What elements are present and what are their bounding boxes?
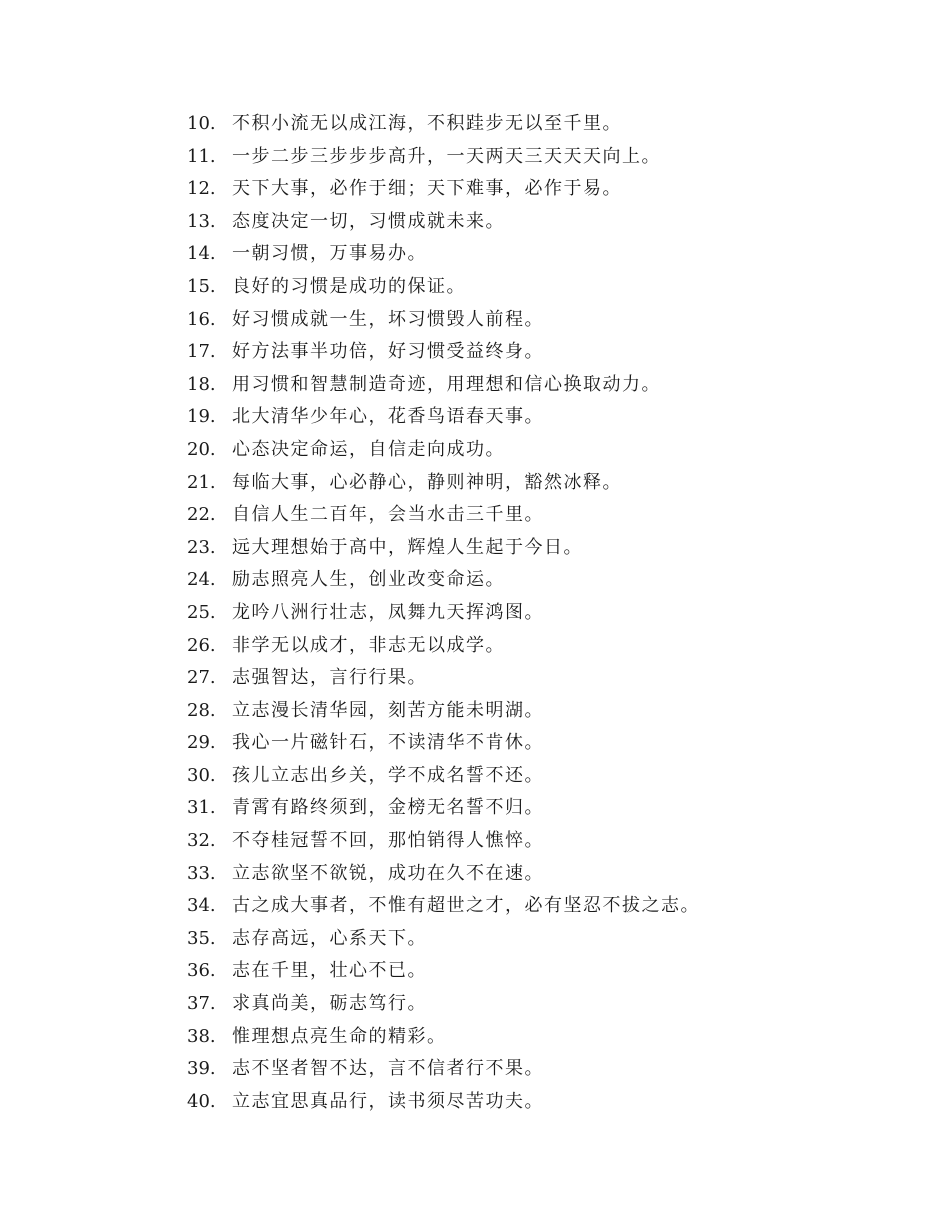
item-number: 25. bbox=[187, 601, 216, 623]
item-text: 志不坚者智不达，言不信者行不果。 bbox=[232, 1058, 544, 1080]
item-text: 求真尚美，砺志笃行。 bbox=[232, 993, 427, 1015]
item-number: 15. bbox=[187, 275, 216, 297]
item-text: 好习惯成就一生，坏习惯毁人前程。 bbox=[232, 308, 544, 330]
item-text: 不夺桂冠誓不回，那怕销得人憔悴。 bbox=[232, 830, 544, 852]
list-item bbox=[187, 206, 700, 239]
item-text: 龙吟八洲行壮志，凤舞九天挥鸿图。 bbox=[232, 601, 544, 623]
list-item bbox=[187, 304, 700, 337]
list-item bbox=[187, 597, 700, 630]
item-number: 30. bbox=[187, 764, 216, 786]
item-number: 35. bbox=[187, 927, 216, 949]
item-number: 11. bbox=[187, 145, 216, 167]
list-item bbox=[187, 173, 700, 206]
list-item bbox=[187, 1086, 700, 1119]
item-text: 我心一片磁针石，不读清华不肯休。 bbox=[232, 732, 544, 754]
list-item bbox=[187, 955, 700, 988]
item-number: 19. bbox=[187, 406, 216, 428]
item-number: 27. bbox=[187, 667, 216, 689]
item-number: 18. bbox=[187, 373, 216, 395]
item-text: 北大清华少年心，花香鸟语春天事。 bbox=[232, 406, 544, 428]
item-number: 28. bbox=[187, 699, 216, 721]
item-number: 36. bbox=[187, 960, 216, 982]
item-text: 立志欲坚不欲锐，成功在久不在速。 bbox=[232, 862, 544, 884]
list-item bbox=[187, 630, 700, 663]
item-number: 12. bbox=[187, 178, 216, 200]
item-text: 励志照亮人生，创业改变命运。 bbox=[232, 569, 505, 591]
list-item bbox=[187, 108, 700, 141]
item-number: 22. bbox=[187, 504, 216, 526]
item-number: 40. bbox=[187, 1090, 216, 1112]
item-number: 24. bbox=[187, 569, 216, 591]
item-number: 26. bbox=[187, 634, 216, 656]
item-text: 态度决定一切，习惯成就未来。 bbox=[232, 210, 505, 232]
list-item bbox=[187, 792, 700, 825]
item-text: 志强智达，言行行果。 bbox=[232, 667, 427, 689]
list-item bbox=[187, 336, 700, 369]
list-item bbox=[187, 695, 700, 728]
item-text: 不积小流无以成江海，不积跬步无以至千里。 bbox=[232, 113, 622, 134]
item-text: 志存高远，心系天下。 bbox=[232, 927, 427, 949]
quote-list bbox=[187, 108, 700, 1118]
item-text: 非学无以成才，非志无以成学。 bbox=[232, 634, 505, 656]
item-text: 天下大事，必作于细；天下难事，必作于易。 bbox=[232, 178, 622, 200]
item-number: 20. bbox=[187, 438, 216, 460]
item-text: 远大理想始于高中，辉煌人生起于今日。 bbox=[232, 536, 583, 558]
item-text: 古之成大事者，不惟有超世之才，必有坚忍不拔之志。 bbox=[232, 895, 700, 917]
item-text: 一朝习惯，万事易办。 bbox=[232, 243, 427, 265]
item-text: 自信人生二百年，会当水击三千里。 bbox=[232, 504, 544, 526]
list-item bbox=[187, 564, 700, 597]
item-text: 孩儿立志出乡关，学不成名誓不还。 bbox=[232, 764, 544, 786]
item-text: 立志漫长清华园，刻苦方能未明湖。 bbox=[232, 699, 544, 721]
item-text: 用习惯和智慧制造奇迹，用理想和信心换取动力。 bbox=[232, 373, 661, 395]
item-number: 23. bbox=[187, 536, 216, 558]
list-item bbox=[187, 467, 700, 500]
list-item bbox=[187, 923, 700, 956]
item-number: 16. bbox=[187, 308, 216, 330]
item-number: 13. bbox=[187, 210, 216, 232]
item-number: 33. bbox=[187, 862, 216, 884]
item-number: 10. bbox=[187, 113, 216, 134]
item-number: 38. bbox=[187, 1025, 216, 1047]
list-item bbox=[187, 369, 700, 402]
list-item bbox=[187, 532, 700, 565]
item-text: 一步二步三步步步高升，一天两天三天天天向上。 bbox=[232, 145, 661, 167]
item-text: 立志宜思真品行，读书须尽苦功夫。 bbox=[232, 1090, 544, 1112]
list-item bbox=[187, 988, 700, 1021]
item-number: 21. bbox=[187, 471, 216, 493]
item-text: 青霄有路终须到，金榜无名誓不归。 bbox=[232, 797, 544, 819]
item-number: 29. bbox=[187, 732, 216, 754]
item-number: 37. bbox=[187, 993, 216, 1015]
item-number: 39. bbox=[187, 1058, 216, 1080]
list-item bbox=[187, 727, 700, 760]
item-number: 17. bbox=[187, 341, 216, 363]
item-text: 每临大事，心必静心，静则神明，豁然冰释。 bbox=[232, 471, 622, 493]
list-item bbox=[187, 1021, 700, 1054]
list-item bbox=[187, 238, 700, 271]
item-text: 惟理想点亮生命的精彩。 bbox=[232, 1025, 447, 1047]
item-text: 心态决定命运，自信走向成功。 bbox=[232, 438, 505, 460]
list-item bbox=[187, 760, 700, 793]
list-item bbox=[187, 890, 700, 923]
list-item bbox=[187, 825, 700, 858]
list-item bbox=[187, 271, 700, 304]
list-item bbox=[187, 1053, 700, 1086]
list-item bbox=[187, 858, 700, 891]
item-text: 良好的习惯是成功的保证。 bbox=[232, 275, 466, 297]
item-text: 志在千里，壮心不已。 bbox=[232, 960, 427, 982]
item-number: 32. bbox=[187, 830, 216, 852]
item-text: 好方法事半功倍，好习惯受益终身。 bbox=[232, 341, 544, 363]
list-item bbox=[187, 401, 700, 434]
list-item bbox=[187, 662, 700, 695]
item-number: 34. bbox=[187, 895, 216, 917]
list-item bbox=[187, 499, 700, 532]
item-number: 31. bbox=[187, 797, 216, 819]
list-item bbox=[187, 434, 700, 467]
list-item bbox=[187, 141, 700, 174]
item-number: 14. bbox=[187, 243, 216, 265]
